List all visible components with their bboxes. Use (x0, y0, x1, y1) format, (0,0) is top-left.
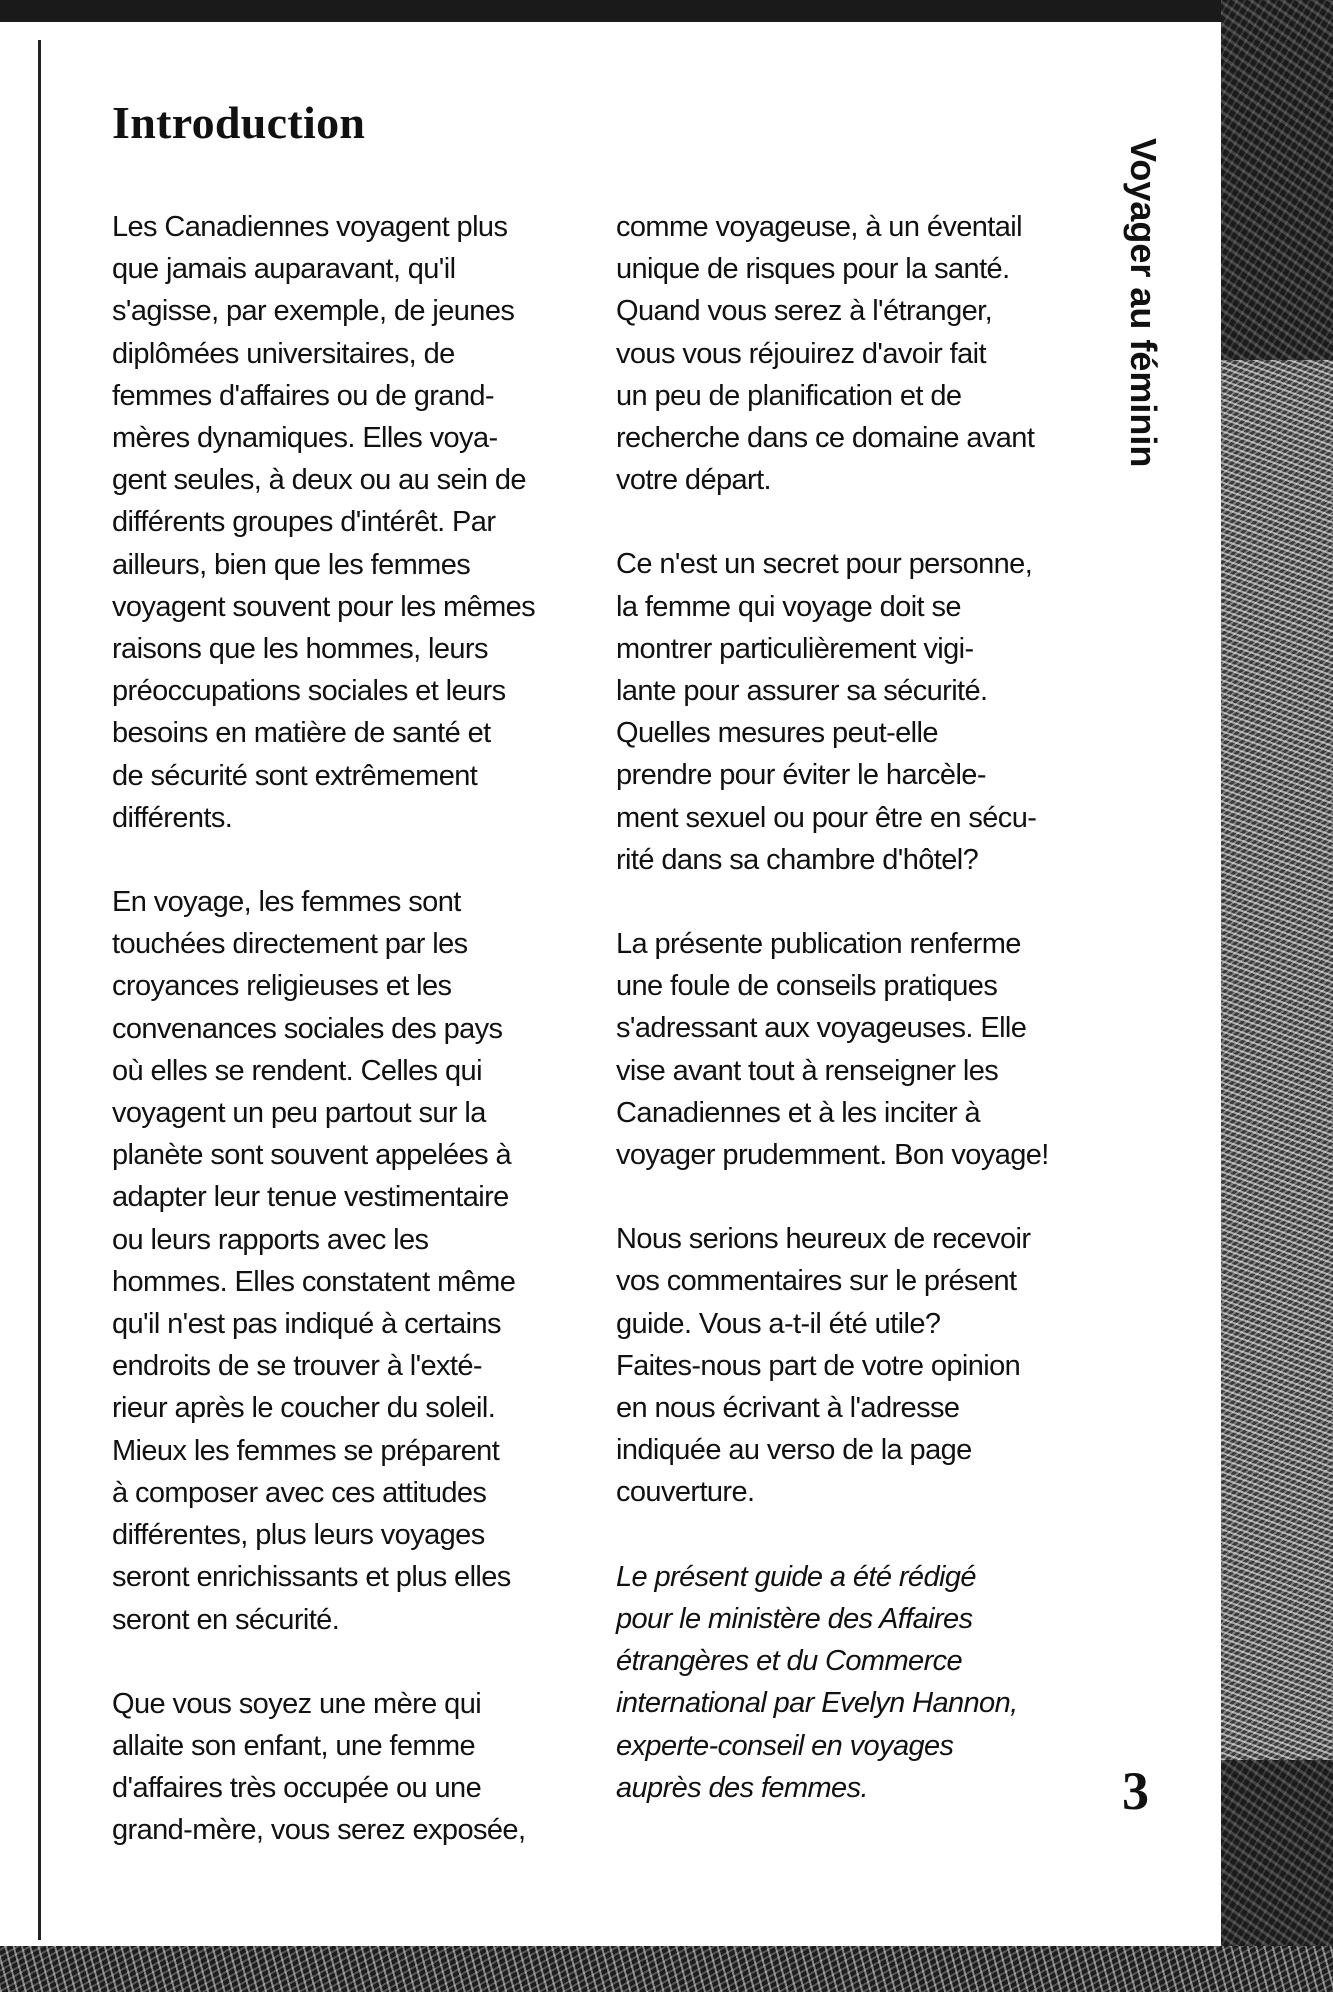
left-margin-rule (38, 40, 41, 1940)
scan-right-edge (1221, 0, 1333, 1992)
scan-top-edge (0, 0, 1333, 22)
paragraph: Les Canadiennes voyagent plus que jamais auparavant, qu'il s'agisse, par exemple, de jeunes diplômées universitaires, de femmes d'affaires ou de grand- mères dynamiques. Elles voya- gent seules, à deux ou au sein de différents groupes d'intérêt. Par ailleurs, bien que les femmes voyagent souvent pour les mêmes raisons que les hommes, leurs préoccupations sociales et leurs besoins en matière de santé et de sécurité sont extrêmement différents. (112, 211, 536, 834)
paragraph: comme voyageuse, à un éventail unique de risques pour la santé. Quand vous serez à l'étranger, vous vous réjouirez d'avoir fait un peu de planification et de recherche dans ce domaine avant votre départ. (616, 211, 1035, 497)
paragraph: Ce n'est un secret pour personne, la femme qui voyage doit se montrer particulièrement vigi- lante pour assurer sa sécurité. Quelles mesures peut-elle prendre pour éviter le harcèle- ment sexuel ou pour être en sécu- rité dans sa chambre d'hôtel? (616, 548, 1037, 876)
author-credit: Le présent guide a été rédigé pour le ministère des Affaires étrangères et du Commerce international par Evelyn Hannon, experte-conseil en voyages auprès des femmes. (616, 1560, 1018, 1804)
paragraph: Que vous soyez une mère qui allaite son enfant, une femme d'affaires très occupée ou une grand-mère, vous serez exposée, (112, 1687, 526, 1847)
document-page (44, 22, 1220, 1946)
left-column (112, 206, 582, 1894)
paragraph: En voyage, les femmes sont touchées directement par les croyances religieuses et les convenances sociales des pays où elles se rendent. Celles qui voyagent un peu partout sur la planète sont souvent appelées à adapter leur tenue vestimentaire ou leurs rapports avec les hommes. Elles constatent même qu'il n'est pas indiqué à certains endroits de se trouver à l'exté- rieur après le coucher du soleil. Mieux les femmes se préparent à composer avec ces attitudes différentes, plus leurs voyages seront enrichissants et plus elles seront en sécurité. (112, 886, 516, 1636)
right-column (616, 206, 1086, 1851)
scan-texture (1221, 360, 1333, 1760)
paragraph: Nous serions heureux de recevoir vos commentaires sur le présent guide. Vous a-t-il été utile? Faites-nous part de votre opinion en nous écrivant à l'adresse indiquée au verso de la page couverture. (616, 1223, 1031, 1509)
page-title: Introduction (112, 97, 366, 148)
scan-bottom-edge (0, 1946, 1333, 1992)
vertical-section-title: Voyager au féminin (1123, 138, 1164, 468)
page-number: 3 (1122, 1761, 1149, 1821)
paragraph: La présente publication renferme une foule de conseils pratiques s'adressant aux voyageuses. Elle vise avant tout à renseigner les Canadiennes et à les inciter à voyager prudemment. Bon voyage! (616, 928, 1049, 1172)
